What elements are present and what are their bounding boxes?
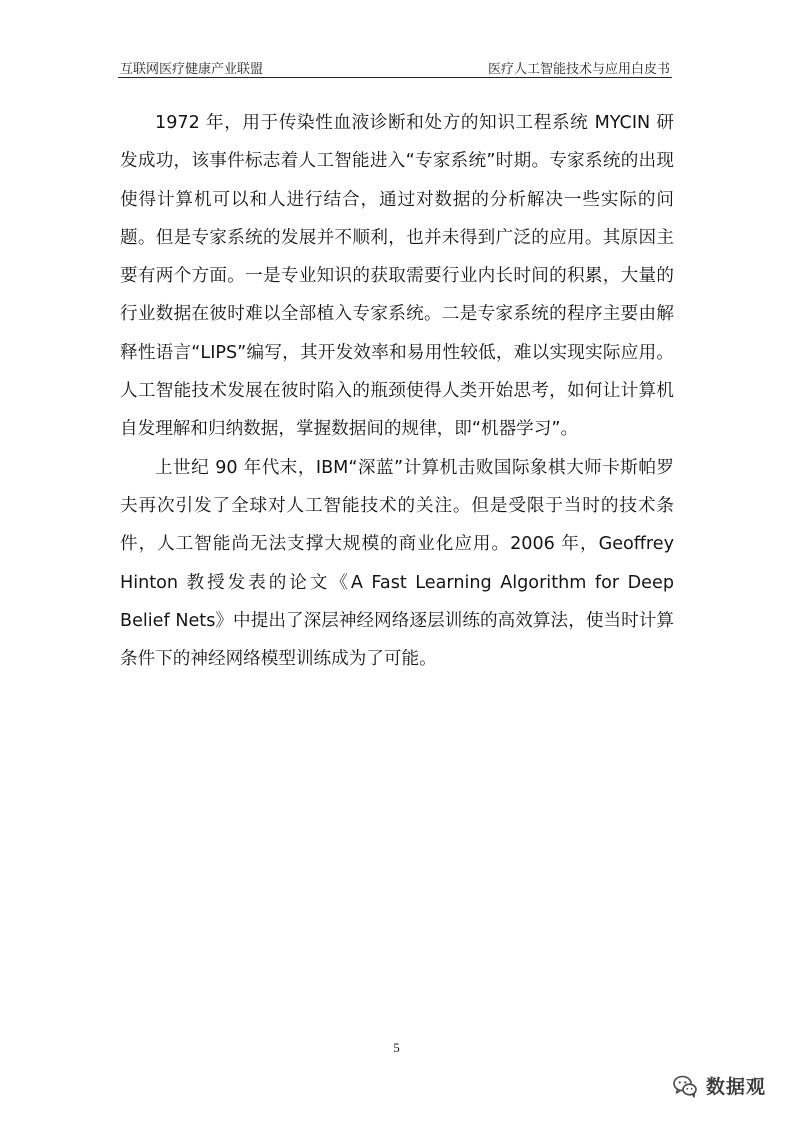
- header-document-title: 医疗人工智能技术与应用白皮书: [487, 62, 670, 77]
- paragraph-deep-learning: 上世纪 90 年代末，IBM“深蓝”计算机击败国际象棋大师卡斯帕罗夫再次引发了全球对人工智能技术的关注。但是受限于当时的技术条件，人工智能尚无法支撑大规模的商业化应用。2006 年，Geoffrey Hinton 教授发表的论文《A Fast Learning Algorithm for Deep Belief Nets》中提出了深层神经网络逐层训练的高效算法，使当时计算条件下的神经网络模型训练成为了可能。: [120, 457, 674, 670]
- header-organization: 互联网医疗健康产业联盟: [120, 62, 264, 77]
- page-header: [118, 56, 672, 78]
- watermark: [672, 1072, 766, 1099]
- wechat-icon: [672, 1073, 698, 1099]
- paragraph-expert-systems: 1972 年，用于传染性血液诊断和处方的知识工程系统 MYCIN 研发成功，该事件标志着人工智能进入“专家系统”时期。专家系统的出现使得计算机可以和人进行结合，通过对数据的分析解决一些实际的问题。但是专家系统的发展并不顺利，也并未得到广泛的应用。其原因主要有两个方面。一是专业知识的获取需要行业内长时间的积累，大量的行业数据在彼时难以全部植入专家系统。二是专家系统的程序主要由解释性语言“LIPS”编写，其开发效率和易用性较低，难以实现实际应用。人工智能技术发展在彼时陷入的瓶颈使得人类开始思考，如何让计算机自发理解和归纳数据，掌握数据间的规律，即“机器学习”。: [120, 113, 674, 440]
- body-text: [120, 104, 674, 678]
- watermark-text: 数据观: [706, 1076, 767, 1098]
- page-number: 5: [393, 1040, 400, 1055]
